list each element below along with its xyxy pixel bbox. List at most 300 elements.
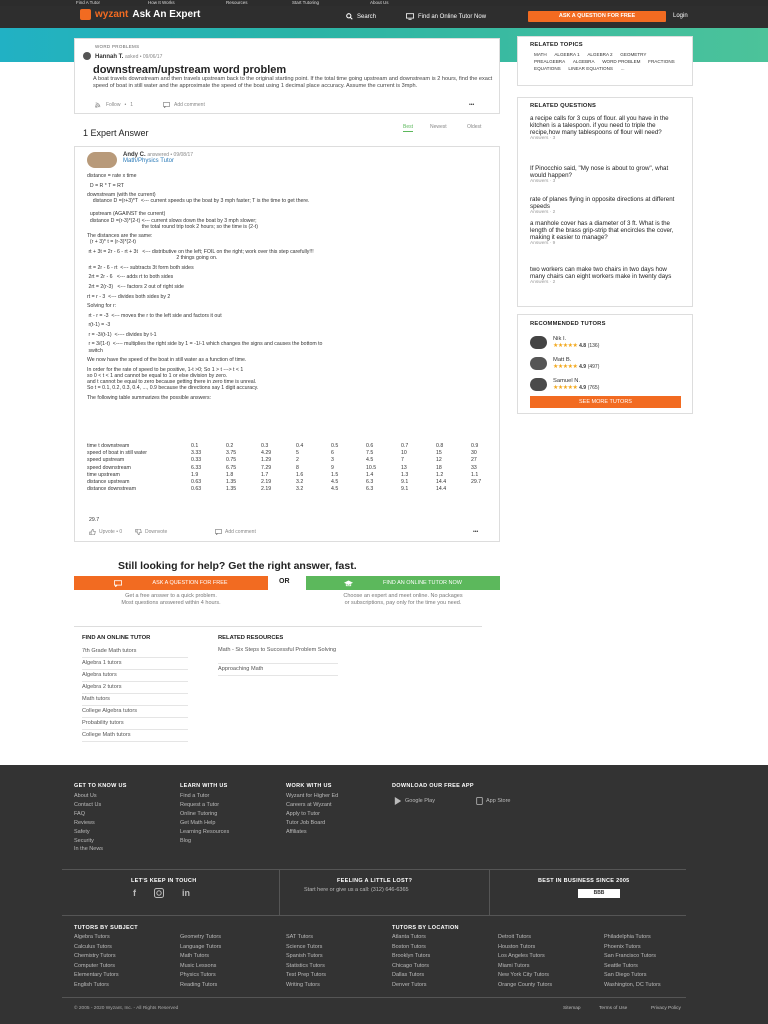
table-row: [87, 472, 506, 479]
social-links: [133, 888, 190, 898]
list-item[interactable]: Math - Six Steps to Successful Problem Solving: [218, 646, 338, 664]
apple-icon: [476, 797, 483, 805]
footer-col: [74, 783, 127, 854]
subject-col: [74, 933, 119, 991]
table-cell: 6.75: [226, 464, 237, 471]
footer-link[interactable]: Contact Us: [74, 801, 102, 808]
related-question-item[interactable]: two workers can make two chairs in two days how many chairs can eight workers make in twenty days Answers · 2: [530, 266, 672, 285]
footer-link[interactable]: Science Tutors: [286, 943, 323, 950]
search-link[interactable]: Search: [346, 13, 376, 20]
table-cell: 27: [471, 457, 477, 464]
table-cell: 0.4: [296, 443, 304, 449]
footer-link[interactable]: Elementary Tutors: [74, 972, 119, 979]
footer-link[interactable]: Statistics Tutors: [286, 962, 325, 969]
question-card: [74, 38, 500, 114]
table-cell: 6.3: [366, 478, 374, 485]
answer-line: and t cannot be equal to zero because getting there in zero time is unreal.: [87, 379, 257, 386]
question-body: A boat travels downstream and then travels upstream back to the original starting point. If the total time going upstream and downstream is 2 hours, find the exact speed of boat in still water and the approximate the speed of the boat using 1 decimal place accuracy. Assume the current is 3mph.: [93, 76, 493, 89]
comment-icon: [163, 102, 170, 108]
answer-line: upstream (AGAINST the current): [87, 211, 166, 218]
topic-tag[interactable]: PREALGEBRA: [534, 59, 566, 64]
related-questions-list: [530, 115, 678, 302]
table-cell: 13: [401, 464, 407, 471]
footer-link[interactable]: Reading Tutors: [180, 981, 218, 988]
table-cell: 7.5: [366, 450, 374, 457]
answer-line: So t = 0.1, 0.2, 0.3, 0.4, ..., 0.9 because the directions say 1 digit accuracy.: [87, 385, 259, 392]
table-cell: 0.8: [436, 443, 444, 449]
table-row: [87, 465, 506, 472]
answer-line: r(t-1) = -3: [87, 322, 111, 329]
downvote-button[interactable]: Downvote: [135, 529, 167, 535]
by-location-heading: TUTORS BY LOCATION: [392, 925, 459, 931]
sort-newest[interactable]: Newest: [430, 124, 447, 130]
site-logo[interactable]: [80, 9, 200, 20]
footer-link[interactable]: Request a Tutor: [180, 801, 220, 808]
table-cell: 1.7: [261, 471, 269, 478]
table-cell: 30: [471, 450, 477, 457]
footer-link[interactable]: Online Tutoring: [180, 810, 218, 817]
search-icon: [346, 13, 353, 20]
list-item[interactable]: College Math tutors: [82, 730, 188, 742]
related-resources-heading: RELATED RESOURCES: [218, 635, 284, 641]
instagram-icon[interactable]: [154, 888, 164, 898]
since-heading: BEST IN BUSINESS SINCE 2005: [538, 878, 630, 884]
topic-tag[interactable]: LINEAR EQUATIONS: [568, 66, 613, 71]
answer-line: The following table summarizes the possible answers:: [87, 394, 211, 401]
thumbs-down-icon: [135, 529, 142, 535]
footer-link[interactable]: Atlanta Tutors: [392, 934, 426, 940]
footer-link[interactable]: Dallas Tutors: [392, 972, 425, 979]
footer-col: [286, 783, 338, 837]
table-cell: 1.35: [226, 478, 237, 485]
footer-link[interactable]: Math Tutors: [180, 953, 210, 960]
tutor-row[interactable]: Samuel N. ★★★★★ 4.9 (765): [530, 374, 690, 395]
table-cell: 1.3: [401, 471, 409, 478]
related-questions-heading: RELATED QUESTIONS: [530, 103, 597, 109]
table-cell: 0.63: [191, 486, 202, 493]
table-cell: speed downstream: [87, 464, 131, 471]
table-tail: 29.7: [89, 517, 100, 523]
lost-subtext[interactable]: Start here or give us a call: (312) 646-6365: [304, 887, 409, 893]
footer-link[interactable]: Wyzant for Higher Ed: [286, 793, 339, 799]
answer-line: In order for the rate of speed to be positive, 1-t >0; So 1 > t ---> t < 1: [87, 366, 244, 373]
answer-line: The distances are the same:: [87, 233, 153, 240]
brand-tagline: Ask An Expert: [132, 9, 201, 20]
topic-tag[interactable]: ...: [620, 66, 625, 71]
related-resources-list: [218, 646, 338, 676]
answer-line: 2 things going on.: [87, 255, 218, 262]
table-cell: 6.3: [366, 486, 374, 493]
table-cell: speed upstream: [87, 457, 125, 464]
topic-tag[interactable]: WORD PROBLEM: [602, 59, 641, 64]
footer-col: [180, 783, 229, 845]
footer-link[interactable]: New York City Tutors: [498, 972, 550, 979]
table-cell: 0.2: [226, 443, 234, 449]
list-item[interactable]: College Algebra tutors: [82, 706, 188, 718]
keep-touch-heading: LET'S KEEP IN TOUCH: [131, 878, 197, 884]
or-divider: OR: [279, 578, 290, 585]
answer-line: distance D =(r-3)*(2-t) <--- current slows down the boat by 3 mph slower;: [87, 217, 257, 224]
answer-line: r = -3/(t-1) <---- divides by t-1: [87, 331, 157, 338]
footer-link[interactable]: Denver Tutors: [392, 981, 427, 988]
footer-link[interactable]: Orange County Tutors: [498, 981, 553, 988]
login-link[interactable]: Login: [673, 13, 688, 19]
footer-col-heading: WORK WITH US: [286, 783, 332, 789]
table-cell: 0.7: [401, 443, 409, 449]
divider: [62, 915, 686, 916]
tutor-row[interactable]: Matt B. ★★★★★ 4.9 (497): [530, 353, 690, 374]
topic-tag[interactable]: ALGEBRA: [572, 59, 595, 64]
copyright: © 2005 - 2020 Wyzant, Inc. - All Rights Reserved: [74, 1006, 179, 1011]
answer-line: distance = rate x time: [87, 173, 137, 179]
table-cell: 5: [296, 450, 299, 457]
footer-link[interactable]: Physics Tutors: [180, 972, 216, 979]
question-title: downstream/upstream word problem: [93, 64, 287, 76]
table-cell: 7: [401, 457, 404, 464]
follow-button[interactable]: Follow • 1: [95, 102, 133, 108]
table-cell: [471, 486, 506, 493]
related-question-item[interactable]: If Pinocchio said, "My nose is about to grow", what would happen? Answers · 3: [530, 165, 669, 184]
footer-link[interactable]: Calculus Tutors: [74, 943, 112, 950]
footer-link[interactable]: Language Tutors: [180, 943, 222, 950]
footer-link[interactable]: Philadelphia Tutors: [604, 934, 651, 940]
table-cell: 8: [296, 464, 299, 471]
monitor-icon: [406, 13, 414, 20]
topnav-how-it-works[interactable]: How It Works: [148, 0, 175, 5]
table-cell: 6: [331, 450, 334, 457]
star-rating-icon: ★★★★★: [553, 385, 578, 391]
table-cell: 3.33: [191, 450, 202, 457]
answer-add-comment-button[interactable]: Add comment: [215, 529, 256, 535]
related-topics-heading: RELATED TOPICS: [530, 42, 583, 48]
ask-sub: Get a free answer to a quick problem. Most questions answered within 4 hours.: [121, 593, 221, 606]
footer-link[interactable]: Boston Tutors: [392, 943, 426, 950]
table-cell: 1.29: [261, 457, 272, 464]
list-item[interactable]: Algebra tutors: [82, 670, 188, 682]
table-row: [87, 479, 506, 486]
table-cell: 9.1: [401, 486, 409, 493]
avatar: [87, 152, 117, 168]
table-cell: 4.5: [331, 478, 339, 485]
terms-link[interactable]: Terms of Use: [599, 1006, 628, 1011]
footer-link[interactable]: English Tutors: [74, 981, 109, 988]
table-cell: distance upstream: [87, 478, 130, 485]
table-cell: 1.5: [331, 471, 339, 478]
table-cell: 1.6: [296, 471, 304, 478]
avatar: [530, 378, 547, 391]
find-online-heading: FIND AN ONLINE TUTOR: [82, 635, 151, 641]
footer-col-heading: LEARN WITH US: [180, 783, 228, 789]
footer-link[interactable]: Brooklyn Tutors: [392, 953, 431, 960]
table-row: [87, 457, 506, 464]
avatar: [83, 52, 91, 60]
add-comment-button[interactable]: Add comment: [163, 102, 205, 108]
answer-line: rt = 2r - 6 - rt <--- subtracts 3t form both sides: [87, 264, 194, 271]
answer-line: We now have the speed of the boat in still water as a function of time.: [87, 357, 247, 364]
answer-line: switch: [87, 347, 103, 354]
table-cell: 12: [436, 457, 442, 464]
footer-link[interactable]: In the News: [74, 846, 104, 853]
divider: [62, 997, 686, 998]
wyzant-logo-icon: [80, 9, 91, 20]
linkedin-icon[interactable]: in: [182, 888, 190, 898]
table-cell: 1.8: [226, 471, 234, 478]
footer-link[interactable]: Security: [74, 837, 94, 844]
see-more-tutors-button[interactable]: SEE MORE TUTORS: [530, 396, 681, 408]
app-heading: DOWNLOAD OUR FREE APP: [392, 783, 474, 789]
footer-link[interactable]: Chicago Tutors: [392, 962, 429, 969]
topic-tag[interactable]: ALGEBRA 1: [554, 52, 580, 57]
google-play-icon: [394, 797, 402, 805]
divider: [62, 869, 686, 870]
chat-icon: [114, 580, 122, 587]
topic-tag[interactable]: FRACTIONS: [648, 59, 675, 64]
answer-line: rt - r = -3 <--- moves the r to the left side and factors it out: [87, 312, 222, 319]
answer-subject[interactable]: Math/Physics Tutor: [123, 158, 175, 164]
footer-link[interactable]: Apply to Tutor: [286, 810, 320, 817]
find-online-list: [82, 646, 188, 742]
footer-link[interactable]: Phoenix Tutors: [604, 943, 641, 950]
footer-link[interactable]: Detroit Tutors: [498, 934, 532, 940]
related-question-item[interactable]: a manhole cover has a diameter of 3 ft. What is the length of the brass grip-strip that encircles the cover, making it easier to manage? Answers · 9: [530, 220, 674, 246]
related-question-item[interactable]: rate of planes flying in opposite directions at different speeds Answers · 2: [530, 196, 675, 215]
table-cell: 15: [436, 450, 442, 457]
sitemap-link[interactable]: Sitemap: [563, 1006, 581, 1011]
table-cell: 0.75: [226, 457, 237, 464]
footer-link[interactable]: Test Prep Tutors: [286, 972, 327, 979]
footer-link[interactable]: Learning Resources: [180, 828, 230, 835]
help-title: Still looking for help? Get the right answer, fast.: [118, 560, 357, 572]
list-item[interactable]: Algebra 2 tutors: [82, 682, 188, 694]
table-cell: 1.9: [191, 471, 199, 478]
related-topics-card: [517, 36, 693, 86]
ask-question-button[interactable]: ASK A QUESTION FOR FREE: [528, 11, 666, 22]
table-row: [87, 486, 506, 493]
recommended-tutors-card: [517, 314, 693, 414]
answer-line: downstream (with the current): [87, 192, 156, 199]
table-cell: 1.4: [366, 471, 374, 478]
table-cell: 9.1: [401, 478, 409, 485]
topnav-resources[interactable]: Resources: [226, 0, 248, 5]
question-date: asked • 09/06/17: [125, 54, 163, 60]
divider: [489, 869, 490, 915]
table-cell: 14.4: [436, 478, 447, 485]
answer-line: the total round trip took 2 hours; so the time is (2-t): [87, 223, 258, 230]
answer-more-options-icon[interactable]: •••: [473, 529, 479, 535]
comment-icon: [215, 529, 222, 535]
star-rating-icon: ★★★★★: [553, 343, 578, 349]
answer-line: distance D =(r+3)*T <--- current speeds up the boat by 3 mph faster; T is the time to get there.: [87, 198, 310, 205]
table-cell: 18: [436, 464, 442, 471]
footer-link[interactable]: Geometry Tutors: [180, 934, 221, 940]
facebook-icon[interactable]: f: [133, 888, 136, 898]
recommended-heading: RECOMMENDED TUTORS: [530, 321, 606, 327]
location-col: [392, 933, 430, 991]
more-options-icon[interactable]: •••: [469, 102, 475, 108]
avatar: [530, 357, 547, 370]
table-cell: 3.2: [296, 486, 304, 493]
table-cell: 1.2: [436, 471, 444, 478]
table-row: [87, 443, 506, 450]
table-cell: 7.29: [261, 464, 272, 471]
location-col: [604, 933, 661, 991]
table-cell: 10.5: [366, 464, 377, 471]
table-cell: time upstream: [87, 471, 120, 478]
by-subject-heading: TUTORS BY SUBJECT: [74, 925, 138, 931]
answers-heading: 1 Expert Answer: [83, 128, 149, 138]
privacy-link[interactable]: Privacy Policy: [651, 1006, 681, 1011]
find-online-tutor-link[interactable]: Find an Online Tutor Now: [406, 13, 486, 20]
topnav-find-tutor[interactable]: Find A Tutor: [76, 0, 101, 5]
answer-line: 2rt = 2(r-3) <--- factors 2 out of right side: [87, 283, 184, 290]
footer-link[interactable]: Miami Tutors: [498, 962, 530, 969]
table-cell: 33: [471, 464, 477, 471]
topic-tag[interactable]: ALGEBRA 2: [587, 52, 613, 57]
footer-link[interactable]: FAQ: [74, 810, 86, 817]
answer-card: [74, 146, 500, 542]
table-cell: 0.3: [261, 443, 269, 449]
find-sub: Choose an expert and meet online. No packages or subscriptions, pay only for the time you need.: [343, 593, 463, 606]
table-cell: 1.1: [471, 471, 479, 478]
footer-link[interactable]: Safety: [74, 828, 90, 835]
table-cell: 10: [401, 450, 407, 457]
table-cell: 3.75: [226, 450, 237, 457]
footer-link[interactable]: Music Lessons: [180, 962, 217, 969]
answer-table: [87, 443, 506, 493]
table-cell: 0.63: [191, 478, 202, 485]
topic-tag[interactable]: GEOMETRY: [620, 52, 647, 57]
ask-question-free-button[interactable]: ASK A QUESTION FOR FREE: [74, 576, 268, 590]
table-cell: 0.1: [191, 443, 199, 449]
table-cell: 3: [331, 457, 334, 464]
footer-link[interactable]: Los Angeles Tutors: [498, 953, 545, 960]
table-cell: 2.19: [261, 478, 272, 485]
table-cell: 0.9: [471, 443, 479, 449]
question-category[interactable]: WORD PROBLEMS: [95, 44, 140, 49]
answer-line: Solving for r:: [87, 303, 117, 310]
footer-link[interactable]: Seattle Tutors: [604, 962, 638, 969]
answer-line: (r + 3)* t = (r-3)*(2-t): [87, 239, 136, 246]
table-cell: 4.5: [331, 486, 339, 493]
related-questions-card: [517, 97, 693, 307]
footer-link[interactable]: Get Math Help: [180, 819, 216, 826]
table-row: [87, 450, 506, 457]
rss-icon: [95, 102, 102, 108]
upvote-button[interactable]: Upvote • 0: [89, 529, 122, 535]
brand-name: wyzant: [95, 9, 129, 20]
divider: [74, 626, 482, 627]
footer-link[interactable]: Reviews: [74, 819, 95, 826]
table-cell: 29.7: [471, 478, 482, 485]
footer-link[interactable]: Algebra Tutors: [74, 934, 110, 940]
related-question-item[interactable]: a recipe calls for 3 cups of flour. all you have in the kitchen is a talespoon. if you need to triple the recipe,how many tablespoons of flour will need? Answers · 3: [530, 115, 669, 141]
topic-tag[interactable]: MATH: [534, 52, 547, 57]
footer-link[interactable]: Houston Tutors: [498, 943, 536, 950]
question-author[interactable]: Hannah T.: [95, 54, 124, 60]
footer-link[interactable]: Tutor Job Board: [286, 819, 326, 826]
answer-line: r = 3/(1-t) <---- multiplies the right side by 1 = -1/-1 which changes the signs and causes the bottom to: [87, 341, 323, 348]
table-cell: time t downstream: [87, 443, 130, 449]
question-meta: [95, 54, 162, 60]
avatar: [530, 336, 547, 349]
lost-heading: FEELING A LITTLE LOST?: [337, 878, 413, 884]
table-cell: 4.5: [366, 457, 374, 464]
answer-line: rt = r - 3 <--- divides both sides by 2: [87, 293, 171, 300]
answer-line: 2rt = 2r - 6 <--- adds rt to both sides: [87, 274, 174, 281]
subject-col: [180, 933, 221, 991]
footer-link[interactable]: Computer Tutors: [74, 962, 115, 969]
table-cell: speed of boat in still water: [87, 450, 147, 457]
tutor-row[interactable]: Nik I. ★★★★★ 4.8 (136): [530, 332, 690, 353]
footer-link[interactable]: Careers at Wyzant: [286, 801, 332, 808]
table-cell: 6.33: [191, 464, 202, 471]
footer-link[interactable]: Spanish Tutors: [286, 953, 323, 960]
tutor-list: [530, 332, 690, 395]
location-col: [498, 933, 552, 991]
footer-link[interactable]: Affiliates: [286, 828, 307, 835]
sort-oldest[interactable]: Oldest: [467, 124, 482, 130]
table-cell: 4.29: [261, 450, 272, 457]
answer-line: D = R * T = RT: [87, 182, 124, 189]
footer-link[interactable]: Blog: [180, 837, 192, 844]
footer-link[interactable]: San Diego Tutors: [604, 972, 647, 979]
app-store-link[interactable]: App Store: [476, 797, 510, 806]
answer-author[interactable]: Andy C.: [123, 152, 146, 158]
table-cell: 1.35: [226, 486, 237, 493]
topnav-start-tutoring[interactable]: Start Tutoring: [292, 0, 320, 5]
answer-line: rt + 3t = 2r - 6 - rt + 3t <--- distributive on the left; FOIL on the right; work over this step carefully!!!: [87, 249, 314, 256]
table-cell: 0.6: [366, 443, 374, 449]
graduation-cap-icon: [344, 580, 353, 587]
topic-tag[interactable]: EQUATIONS: [534, 66, 561, 71]
google-play-link[interactable]: Google Play: [394, 797, 435, 806]
footer-col-heading: GET TO KNOW US: [74, 783, 127, 789]
divider: [279, 869, 280, 915]
table-cell: 0.33: [191, 457, 202, 464]
table-cell: 9: [331, 464, 334, 471]
sort-best[interactable]: Best: [403, 124, 414, 130]
footer-link[interactable]: San Francisco Tutors: [604, 953, 656, 960]
footer-link[interactable]: SAT Tutors: [286, 934, 314, 940]
related-topics-list: [534, 52, 684, 73]
list-item[interactable]: 7th Grade Math tutors: [82, 646, 188, 658]
thumbs-up-icon: [89, 529, 96, 535]
table-cell: distance downstream: [87, 486, 137, 493]
answer-date: answered • 09/08/17: [147, 152, 194, 158]
list-item[interactable]: Math tutors: [82, 694, 188, 706]
star-rating-icon: ★★★★★: [553, 364, 578, 370]
footer-link[interactable]: Washington, DC Tutors: [604, 981, 661, 988]
answer-line: so 0 < t < 1 and cannot be equal to 1 or else division by zero.: [87, 372, 228, 379]
table-cell: 3.2: [296, 478, 304, 485]
subject-col: [286, 933, 326, 991]
answer-body: [87, 173, 495, 401]
find-online-tutor-button[interactable]: FIND AN ONLINE TUTOR NOW: [306, 576, 500, 590]
table-cell: 2: [296, 457, 299, 464]
footer-link[interactable]: Writing Tutors: [286, 981, 320, 988]
site-footer: [0, 765, 768, 1024]
footer-link[interactable]: About Us: [74, 793, 97, 799]
footer-link[interactable]: Chemistry Tutors: [74, 953, 116, 960]
list-item[interactable]: Approaching Math: [218, 664, 338, 676]
table-cell: 2.19: [261, 486, 272, 493]
table-cell: 0.5: [331, 443, 339, 449]
bbb-badge[interactable]: BBB: [578, 889, 620, 898]
list-item[interactable]: Probability tutors: [82, 718, 188, 730]
list-item[interactable]: Algebra 1 tutors: [82, 658, 188, 670]
topnav-about-us[interactable]: About Us: [370, 0, 389, 5]
footer-link[interactable]: Find a Tutor: [180, 793, 210, 799]
